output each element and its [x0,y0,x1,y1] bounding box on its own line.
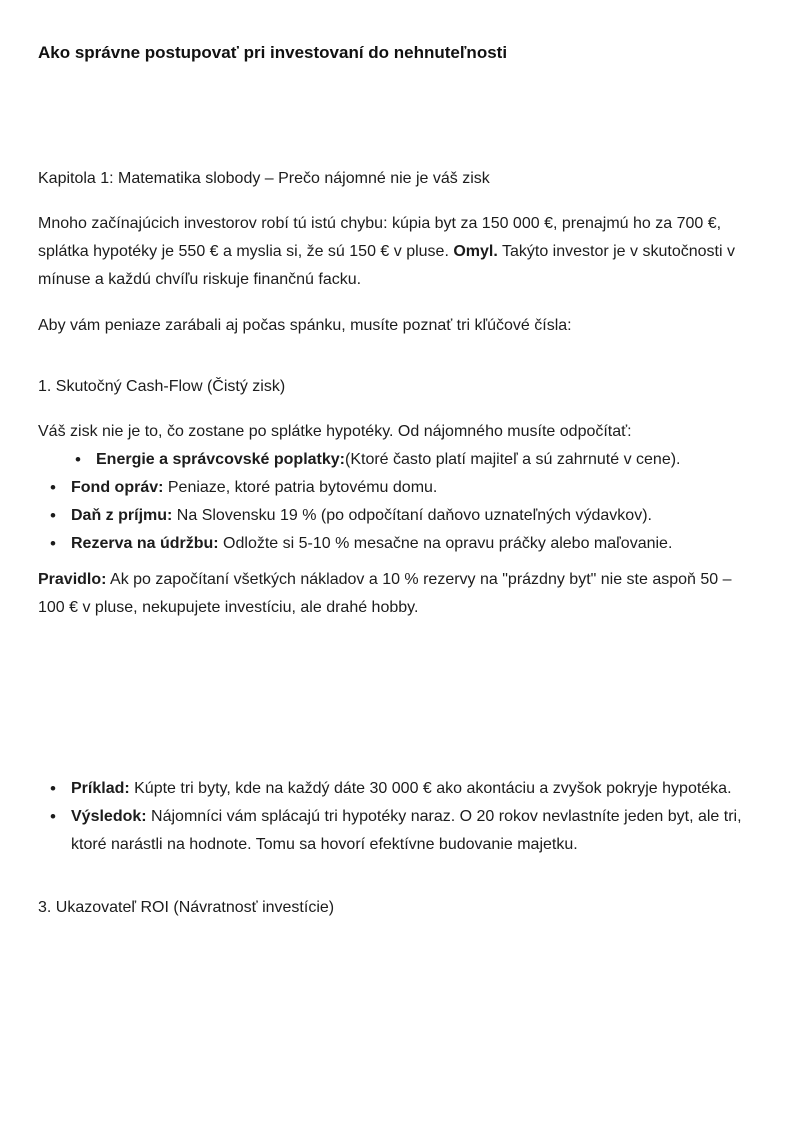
list-item-fond-oprav [38,474,762,502]
document-title: Ako správne postupovať pri investovaní do nehnuteľnosti [38,43,508,62]
list-item-priklad [38,775,762,803]
section-1-heading: 1. Skutočný Cash-Flow (Čistý zisk) [38,378,286,395]
list-item-label: Daň z príjmu: [71,507,173,524]
rule-text: Ak po započítaní všetkých nákladov a 10 % rezervy na "prázdny byt" nie ste aspoň 50 – 100 € v pluse, nekupujete investíciu, ale drahé hobby. [38,571,732,616]
intro-text-after: Takýto investor je v skutočnosti v mínuse a každú chvíľu riskuje finančnú facku. [38,243,735,288]
costs-bullet-list [38,446,762,558]
list-item-rezerva [38,530,762,558]
list-item-label: Fond opráv: [71,479,164,496]
intro-bold-omyl: Omyl. [453,243,498,260]
intro-text-before: Mnoho začínajúcich investorov robí tú istú chybu: kúpia byt za 150 000 €, prenajmú ho za 700 €, splátka hypotéky je 550 € a myslia si, že sú 150 € v pluse. [38,215,722,260]
list-item-vysledok [38,803,762,859]
list-item-label: Príklad: [71,780,130,797]
intro-paragraph [38,210,762,294]
list-item-label: Energie a správcovské poplatky: [96,451,345,468]
blank-gap [38,622,762,775]
list-item-text: Na Slovensku 19 % (po odpočítaní daňovo uznateľných výdavkov). [172,507,652,524]
list-item-energie [63,446,762,474]
list-item-dan-z-prijmu [38,502,762,530]
list-item-text: Nájomníci vám splácajú tri hypotéky naraz. O 20 rokov nevlastníte jeden byt, ale tri, ktoré narástli na hodnote. Tomu sa hovorí efektívne budovanie majetku. [71,808,742,853]
example-bullet-list [38,775,762,859]
section-3-heading: 3. Ukazovateľ ROI (Návratnosť investície) [38,899,335,916]
rule-label: Pravidlo: [38,571,107,588]
list-item-label: Rezerva na údržbu: [71,535,219,552]
section-1-intro: Váš zisk nie je to, čo zostane po splátke hypotéky. Od nájomného musíte odpočítať: [38,423,632,440]
lead-in-paragraph: Aby vám peniaze zarábali aj počas spánku, musíte poznať tri kľúčové čísla: [38,317,572,334]
list-item-text: (Ktoré často platí majiteľ a sú zahrnuté v cene). [345,451,681,468]
rule-paragraph [38,566,762,622]
list-item-label: Výsledok: [71,808,147,825]
list-item-text: Peniaze, ktoré patria bytovému domu. [163,479,438,496]
list-item-text: Odložte si 5-10 % mesačne na opravu práčky alebo maľovanie. [218,535,673,552]
list-item-text: Kúpte tri byty, kde na každý dáte 30 000 € ako akontáciu a zvyšok pokryje hypotéka. [129,780,732,797]
chapter-heading: Kapitola 1: Matematika slobody – Prečo nájomné nie je váš zisk [38,170,490,187]
